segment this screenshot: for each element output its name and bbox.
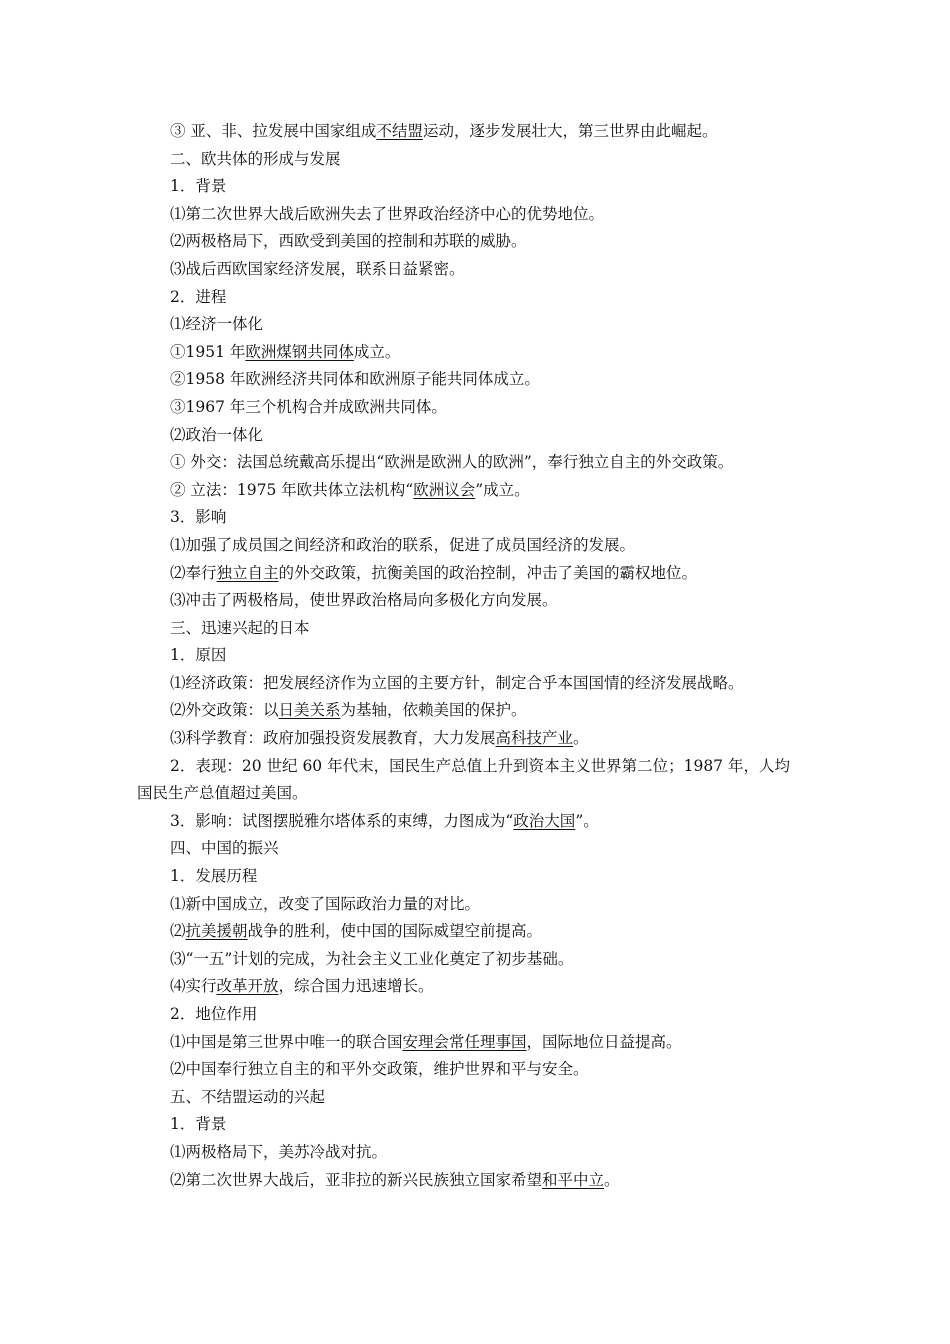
document-body (137, 118, 817, 1194)
text-line-continuation: 国民生产总值超过美国。 (137, 784, 308, 803)
text-line: ⑴中国是第三世界中唯一的联合国安理会常任理事国，国际地位日益提高。 (170, 1032, 682, 1051)
text-line: ⑵两极格局下，西欧受到美国的控制和苏联的威胁。 (170, 232, 527, 251)
text-line: ⑵奉行独立自主的外交政策，抗衡美国的政治控制，冲击了美国的霸权地位。 (170, 563, 698, 582)
text-line: 3．影响：试图摆脱雅尔塔体系的束缚，力图成为“政治大国”。 (170, 811, 599, 830)
text-line: ⑶科学教育：政府加强投资发展教育，大力发展高科技产业。 (170, 729, 589, 748)
text-line: ⑵政治一体化 (170, 425, 264, 444)
text-line: ③1967 年三个机构合并成欧洲共同体。 (170, 397, 447, 416)
text-line: ⑵中国奉行独立自主的和平外交政策，维护世界和平与安全。 (170, 1060, 589, 1079)
text-line: ⑷实行改革开放，综合国力迅速增长。 (170, 977, 434, 996)
subsection-heading: 1．原因 (170, 646, 227, 665)
text-line: ⑵第二次世界大战后，亚非拉的新兴民族独立国家希望和平中立。 (170, 1170, 620, 1189)
section-heading: 三、迅速兴起的日本 (170, 618, 310, 637)
subsection-heading: 1．背景 (170, 177, 227, 196)
text-line: ⑶冲击了两极格局，使世界政治格局向多极化方向发展。 (170, 591, 558, 610)
text-line: ① 外交：法国总统戴高乐提出“欧洲是欧洲人的欧洲”，奉行独立自主的外交政策。 (170, 453, 734, 472)
text-line: ②1958 年欧洲经济共同体和欧洲原子能共同体成立。 (170, 370, 540, 389)
text-line: ⑵抗美援朝战争的胜利，使中国的国际威望空前提高。 (170, 922, 543, 941)
subsection-heading: 1．发展历程 (170, 867, 258, 886)
underlined-term: 安理会常任理事国 (402, 1032, 527, 1051)
section-heading: 五、不结盟运动的兴起 (170, 1087, 326, 1106)
text-line: ⑴经济政策：把发展经济作为立国的主要方针，制定合乎本国国情的经济发展战略。 (170, 673, 744, 692)
underlined-term: 政治大国 (513, 811, 576, 830)
text-line: ⑶战后西欧国家经济发展，联系日益紧密。 (170, 259, 465, 278)
text-line: ⑴新中国成立，改变了国际政治力量的对比。 (170, 894, 481, 913)
text-line: ⑴加强了成员国之间经济和政治的联系，促进了成员国经济的发展。 (170, 535, 636, 554)
subsection-heading: 2．地位作用 (170, 1005, 258, 1023)
subsection-heading: 3．影响 (170, 508, 227, 527)
underlined-term: 日美关系 (278, 701, 341, 720)
text-line: ③ 亚、非、拉发展中国家组成不结盟运动，逐步发展壮大，第三世界由此崛起。 (170, 122, 718, 140)
underlined-term: 独立自主 (216, 563, 279, 582)
underlined-term: 欧洲议会 (413, 480, 476, 499)
text-line: ⑶“一五”计划的完成，为社会主义工业化奠定了初步基础。 (170, 949, 574, 968)
underlined-term: 改革开放 (216, 977, 279, 996)
subsection-heading: 1．背景 (170, 1115, 227, 1134)
text-line: ② 立法：1975 年欧共体立法机构“欧洲议会”成立。 (170, 480, 530, 499)
underlined-term: 抗美援朝 (185, 922, 248, 941)
subsection-heading: 2．进程 (170, 287, 227, 306)
text-line: ①1951 年欧洲煤钢共同体成立。 (170, 342, 401, 361)
text-line: ⑴第二次世界大战后欧洲失去了世界政治经济中心的优势地位。 (170, 204, 605, 223)
section-heading: 四、中国的振兴 (170, 839, 279, 858)
text-line: ⑴经济一体化 (170, 315, 264, 334)
underlined-term: 高科技产业 (495, 729, 574, 748)
underlined-term: 和平中立 (542, 1170, 605, 1189)
section-heading: 二、欧共体的形成与发展 (170, 149, 341, 168)
text-line: 2．表现：20 世纪 60 年代末，国民生产总值上升到资本主义世界第二位；1987 年，人均 (170, 756, 790, 775)
underlined-term: 欧洲煤钢共同体 (245, 342, 354, 361)
text-line: ⑴两极格局下，美苏冷战对抗。 (170, 1142, 388, 1161)
underlined-term: 不结盟 (376, 122, 423, 140)
text-line: ⑵外交政策：以日美关系为基轴，依赖美国的保护。 (170, 701, 527, 720)
